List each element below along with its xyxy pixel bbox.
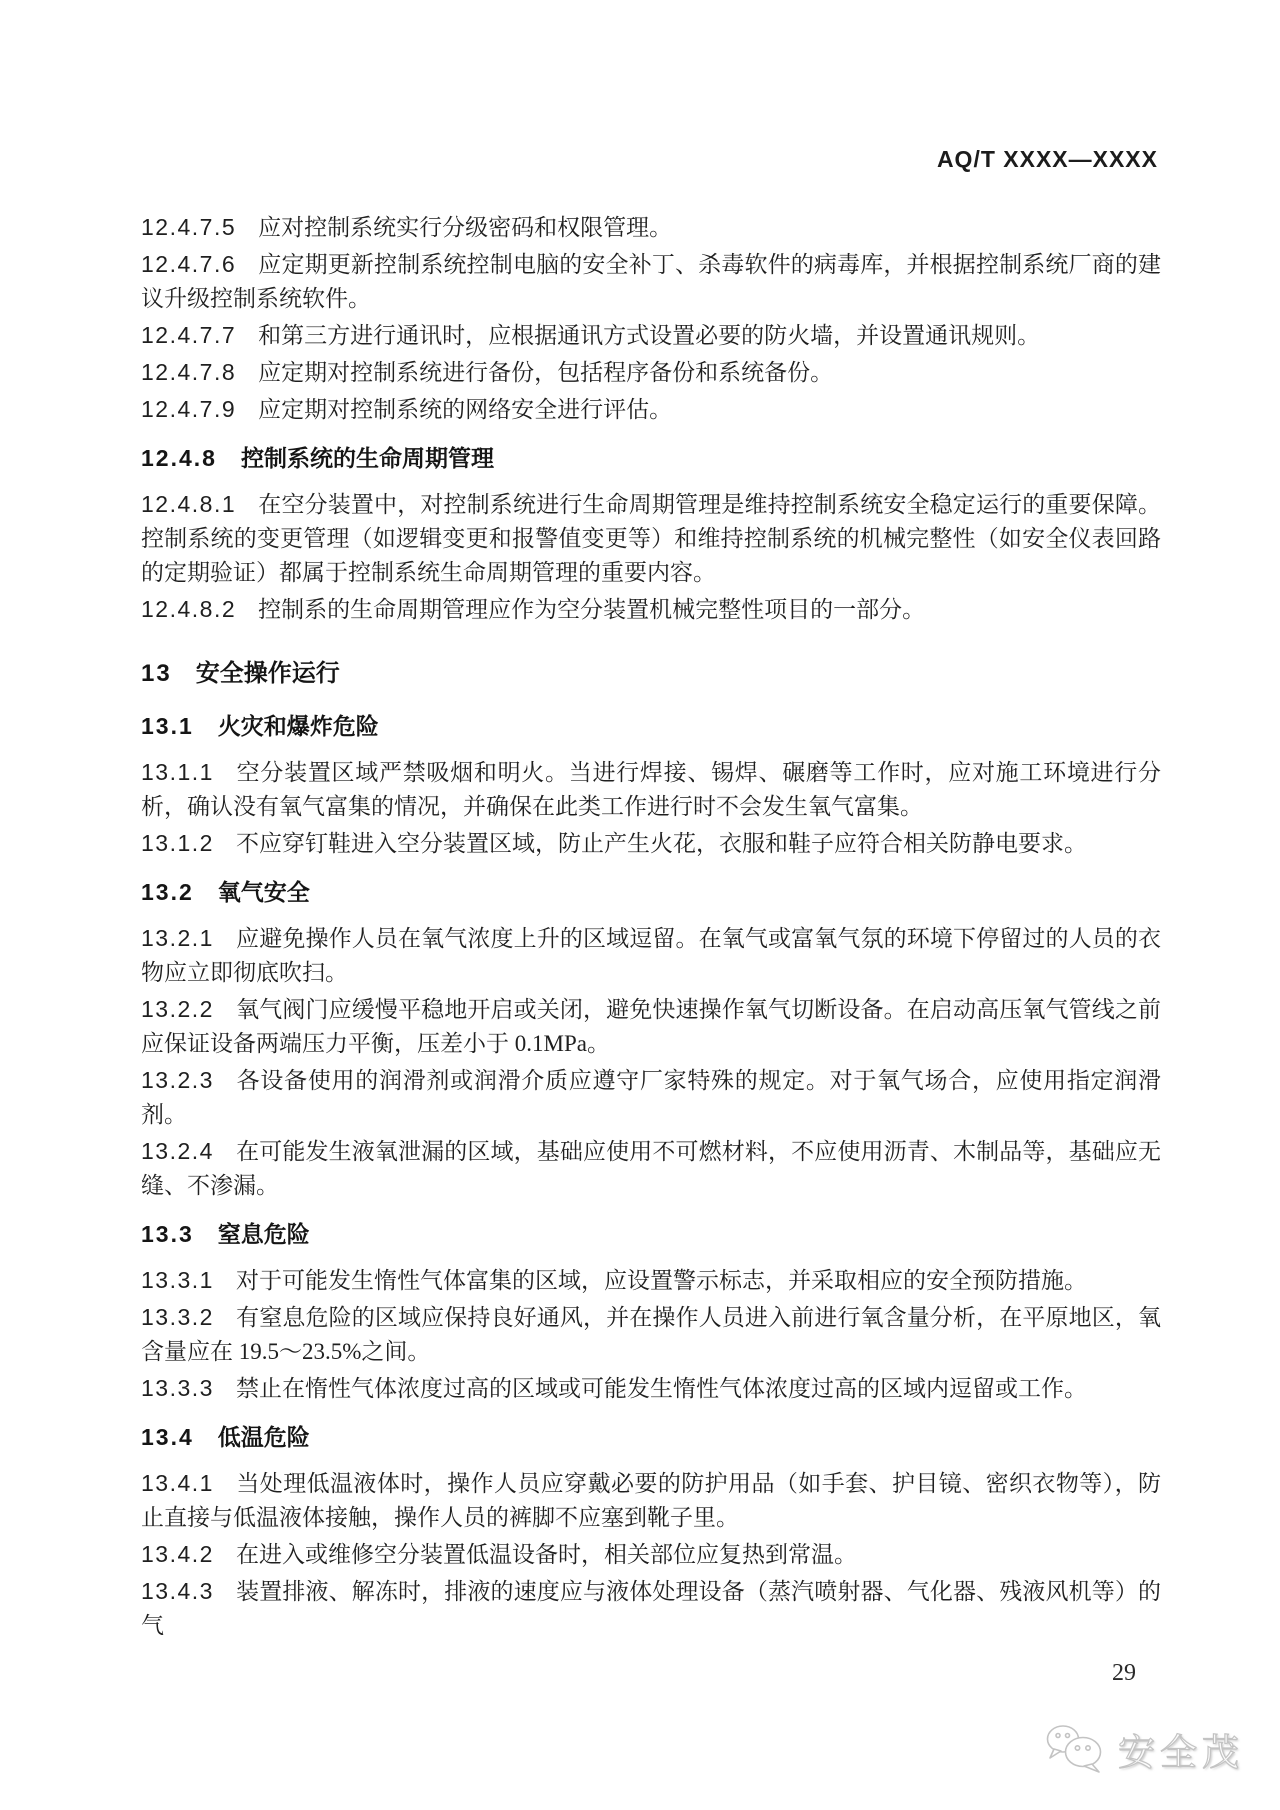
clause-number: 13.4 xyxy=(141,1424,194,1450)
heading-13.3 xyxy=(141,1217,1161,1251)
watermark xyxy=(1042,1722,1244,1776)
clause-13.3.2 xyxy=(141,1300,1161,1369)
clause-number: 13.2 xyxy=(141,879,194,905)
clause-number: 12.4.7.8 xyxy=(141,359,237,385)
clause-text: 应定期对控制系统进行备份，包括程序备份和系统备份。 xyxy=(258,360,834,385)
clause-13.3.1 xyxy=(141,1263,1161,1298)
clause-12.4.7.9 xyxy=(141,392,1161,427)
clause-number: 12.4.7.7 xyxy=(141,322,237,348)
clause-13.3.3 xyxy=(141,1371,1161,1406)
clause-number: 13.2.2 xyxy=(141,996,214,1022)
clause-text: 在进入或维修空分装置低温设备时，相关部位应复热到常温。 xyxy=(235,1542,857,1567)
clause-text: 对于可能发生惰性气体富集的区域，应设置警示标志，并采取相应的安全预防措施。 xyxy=(235,1268,1087,1293)
clause-text: 不应穿钉鞋进入空分装置区域，防止产生火花，衣服和鞋子应符合相关防静电要求。 xyxy=(235,831,1087,856)
clause-13.4.1 xyxy=(141,1466,1161,1535)
clause-number: 13.1.2 xyxy=(141,830,214,856)
clause-13.1.2 xyxy=(141,826,1161,861)
clause-13.4.3 xyxy=(141,1574,1161,1643)
clause-13.2.2 xyxy=(141,992,1161,1061)
clause-number: 13.2.1 xyxy=(141,925,214,951)
clause-number: 13.2.4 xyxy=(141,1138,214,1164)
clause-text: 空分装置区域严禁吸烟和明火。当进行焊接、锡焊、碾磨等工作时，应对施工环境进行分析，确认没有氧气富集的情况，并确保在此类工作进行时不会发生氧气富集。 xyxy=(141,760,1161,819)
sub-heading-text: 火灾和爆炸危险 xyxy=(217,713,379,739)
clause-number: 13.4.3 xyxy=(141,1578,214,1604)
heading-13.2 xyxy=(141,875,1161,909)
clause-number: 13.1.1 xyxy=(141,759,214,785)
sub-heading-text: 氧气安全 xyxy=(217,879,310,905)
wechat-chat-bubbles-icon xyxy=(1042,1723,1108,1775)
clause-number: 13.3 xyxy=(141,1221,194,1247)
clause-text: 应定期更新控制系统控制电脑的安全补丁、杀毒软件的病毒库，并根据控制系统厂商的建议升级控制系统软件。 xyxy=(141,252,1161,311)
doc-code-header: AQ/T XXXX—XXXX xyxy=(936,146,1158,172)
clause-text: 有窒息危险的区域应保持良好通风，并在操作人员进入前进行氧含量分析，在平原地区，氧含量应在 19.5～23.5%之间。 xyxy=(141,1305,1161,1364)
clause-number: 13.1 xyxy=(141,713,194,739)
heading-13.4 xyxy=(141,1420,1161,1454)
clause-number: 13 xyxy=(141,660,172,687)
section-heading-text: 安全操作运行 xyxy=(195,660,340,687)
sub-heading-text: 控制系统的生命周期管理 xyxy=(240,445,494,471)
heading-12.4.8 xyxy=(141,441,1161,475)
clause-text: 控制系的生命周期管理应作为空分装置机械完整性项目的一部分。 xyxy=(258,597,926,622)
clause-13.2.3 xyxy=(141,1063,1161,1132)
clause-number: 13.3.2 xyxy=(141,1304,214,1330)
clause-number: 12.4.7.5 xyxy=(141,214,237,240)
clause-text: 当处理低温液体时，操作人员应穿戴必要的防护用品（如手套、护目镜、密织衣物等），防止直接与低温液体接触，操作人员的裤脚不应塞到靴子里。 xyxy=(141,1471,1161,1530)
clause-number: 13.3.3 xyxy=(141,1375,214,1401)
clause-number: 12.4.7.9 xyxy=(141,396,237,422)
heading-13 xyxy=(141,657,1161,691)
clause-12.4.7.8 xyxy=(141,355,1161,390)
clause-text: 应避免操作人员在氧气浓度上升的区域逗留。在氧气或富氧气氛的环境下停留过的人员的衣物应立即彻底吹扫。 xyxy=(141,926,1161,985)
clause-12.4.8.2 xyxy=(141,592,1161,627)
watermark-text: 安全茂 xyxy=(1118,1732,1244,1773)
clause-text: 装置排液、解冻时，排液的速度应与液体处理设备（蒸汽喷射器、气化器、残液风机等）的气 xyxy=(141,1579,1161,1638)
clause-text: 应对控制系统实行分级密码和权限管理。 xyxy=(258,215,673,240)
clause-text: 各设备使用的润滑剂或润滑介质应遵守厂家特殊的规定。对于氧气场合，应使用指定润滑剂。 xyxy=(141,1068,1161,1127)
clause-number: 12.4.7.6 xyxy=(141,251,237,277)
clause-12.4.7.7 xyxy=(141,318,1161,353)
clause-number: 13.4.1 xyxy=(141,1470,214,1496)
clause-13.1.1 xyxy=(141,755,1161,824)
clause-12.4.8.1 xyxy=(141,487,1161,590)
clause-number: 13.2.3 xyxy=(141,1067,214,1093)
clause-13.2.4 xyxy=(141,1134,1161,1203)
clause-number: 12.4.8.1 xyxy=(141,491,237,517)
clause-12.4.7.5 xyxy=(141,210,1161,245)
clause-number: 13.4.2 xyxy=(141,1541,214,1567)
heading-13.1 xyxy=(141,709,1161,743)
clause-text: 禁止在惰性气体浓度过高的区域或可能发生惰性气体浓度过高的区域内逗留或工作。 xyxy=(235,1376,1087,1401)
clause-text: 在空分装置中，对控制系统进行生命周期管理是维持控制系统安全稳定运行的重要保障。控制系统的变更管理（如逻辑变更和报警值变更等）和维持控制系统的机械完整性（如安全仪表回路的定期验证）都属于控制系统生命周期管理的重要内容。 xyxy=(141,492,1161,585)
clause-12.4.7.6 xyxy=(141,247,1161,316)
sub-heading-text: 低温危险 xyxy=(217,1424,310,1450)
clause-text: 氧气阀门应缓慢平稳地开启或关闭，避免快速操作氧气切断设备。在启动高压氧气管线之前应保证设备两端压力平衡，压差小于 0.1MPa。 xyxy=(141,997,1161,1056)
clause-text: 在可能发生液氧泄漏的区域，基础应使用不可燃材料，不应使用沥青、木制品等，基础应无缝、不渗漏。 xyxy=(141,1139,1161,1198)
clause-text: 和第三方进行通讯时，应根据通讯方式设置必要的防火墙，并设置通讯规则。 xyxy=(258,323,1041,348)
clause-number: 12.4.8 xyxy=(141,445,217,471)
document-body xyxy=(141,208,1161,1645)
clause-13.4.2 xyxy=(141,1537,1161,1572)
sub-heading-text: 窒息危险 xyxy=(217,1221,310,1247)
clause-number: 12.4.8.2 xyxy=(141,596,237,622)
clause-13.2.1 xyxy=(141,921,1161,990)
clause-text: 应定期对控制系统的网络安全进行评估。 xyxy=(258,397,673,422)
page-number: 29 xyxy=(1112,1660,1136,1686)
clause-number: 13.3.1 xyxy=(141,1267,214,1293)
